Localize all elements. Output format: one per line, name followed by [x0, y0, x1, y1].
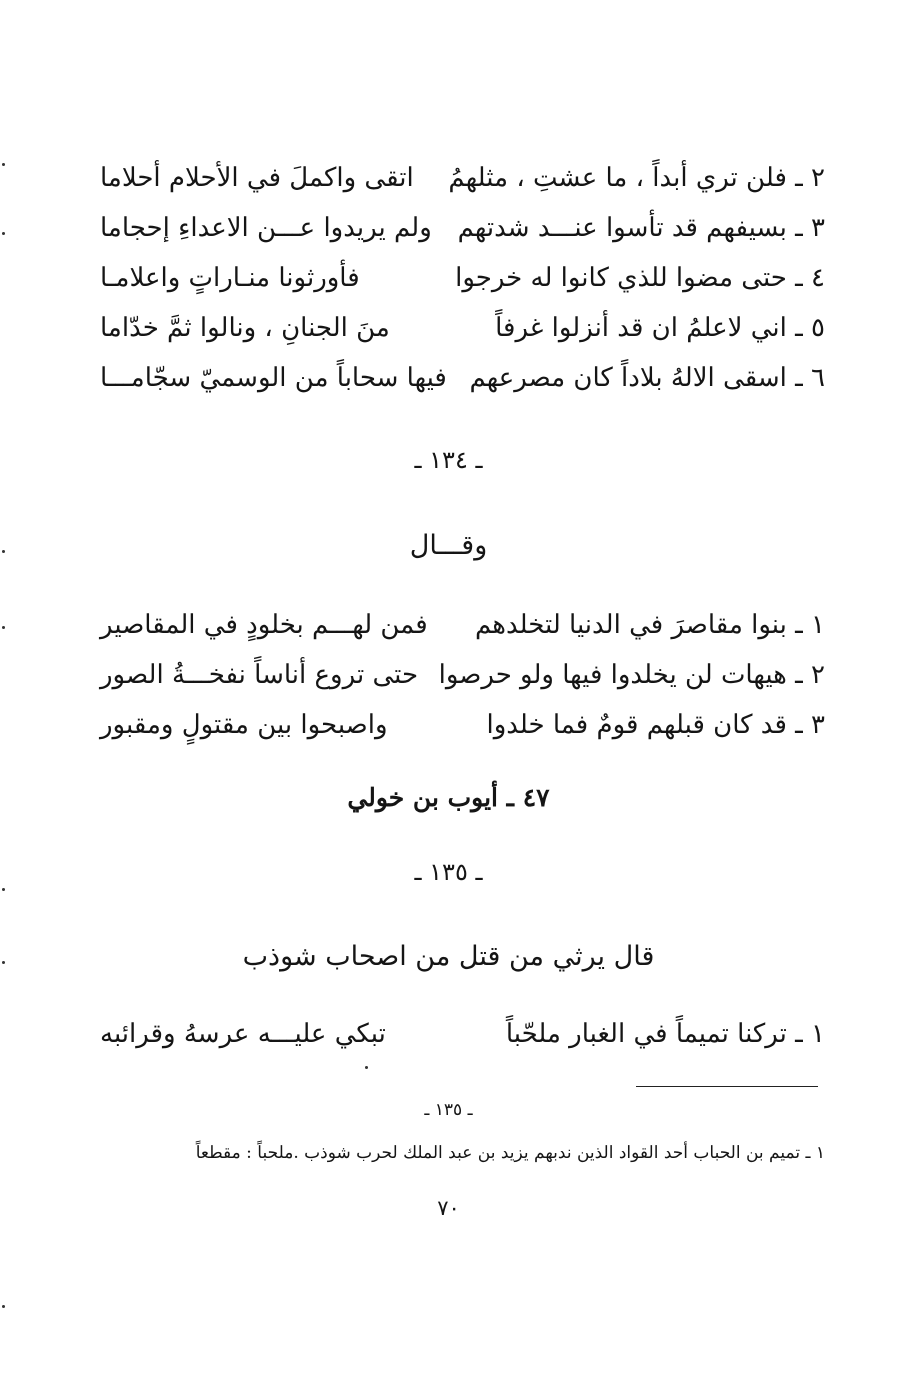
scan-speck [2, 550, 5, 553]
poem-intro: وقـــال [409, 530, 488, 561]
scan-speck [2, 163, 5, 166]
verse-first-hemistich: ١ ـ تركنا تميماً في الغبار ملحّباً [505, 1019, 825, 1049]
verse-line [100, 156, 825, 206]
verse-second-hemistich: تبكي عليـــه عرسهُ وقرائبه [100, 1019, 386, 1049]
verse-line [100, 1012, 825, 1062]
verse-line [100, 206, 825, 256]
poem-number: ـ ١٣٥ ـ [414, 858, 483, 886]
footnote-rule [636, 1086, 818, 1087]
verse-first-hemistich: ٦ ـ اسقى الالهُ بلاداً كان مصرعهم [469, 363, 825, 393]
verse-line [100, 703, 825, 753]
scan-speck [2, 626, 5, 629]
verse-line [100, 256, 825, 306]
verse-second-hemistich: حتى تروع أناساً نفخـــةُ الصور [100, 660, 419, 690]
page-number: ٧٠ [437, 1196, 460, 1220]
verse-line [100, 603, 825, 653]
verse-second-hemistich: اتقى واكملَ في الأحلام أحلاما [100, 163, 414, 193]
verse-second-hemistich: فيها سحاباً من الوسميّ سجّامـــا [100, 363, 447, 393]
poem-number: ـ ١٣٤ ـ [414, 446, 483, 474]
poem-intro: قال يرثي من قتل من اصحاب شوذب [242, 941, 655, 972]
scan-speck [2, 232, 5, 235]
verse-first-hemistich: ٢ ـ هيهات لن يخلدوا فيها ولو حرصوا [438, 660, 825, 690]
verse-second-hemistich: فأورثونا منـاراتٍ واعلامـا [100, 263, 360, 293]
footnote-text: ١ ـ تميم بن الحباب أحد القواد الذين ندبهم يزيد بن عبد الملك لحرب شوذب .ملحباً : مقطعاً [195, 1143, 825, 1163]
verse-second-hemistich: منَ الجنانِ ، ونالوا ثمَّ خدّاما [100, 313, 390, 343]
scan-speck [365, 1066, 368, 1069]
verse-first-hemistich: ٣ ـ قد كان قبلهم قومٌ فما خلدوا [486, 710, 825, 740]
scan-speck [2, 1305, 5, 1308]
verse-line [100, 306, 825, 356]
footnote-number: ـ ١٣٥ ـ [424, 1100, 473, 1120]
poem-135-verses [100, 1012, 825, 1062]
verse-second-hemistich: ولم يريدوا عـــن الاعداءِ إحجاما [100, 213, 432, 243]
verse-first-hemistich: ٥ ـ اني لاعلمُ ان قد أنزلوا غرفاً [495, 313, 825, 343]
verse-first-hemistich: ١ ـ بنوا مقاصرَ في الدنيا لتخلدهم [474, 610, 825, 640]
verse-first-hemistich: ٢ ـ فلن تري أبداً ، ما عشتِ ، مثلهمُ [448, 163, 825, 193]
verse-first-hemistich: ٣ ـ بسيفهم قد تأسوا عنـــد شدتهم [457, 213, 825, 243]
poem-134-verses [100, 603, 825, 753]
verse-line [100, 653, 825, 703]
poem-133-verses [100, 156, 825, 406]
verse-line [100, 356, 825, 406]
scan-speck [2, 888, 5, 891]
section-heading: ٤٧ ـ أيوب بن خولي [347, 783, 550, 812]
verse-first-hemistich: ٤ ـ حتى مضوا للذي كانوا له خرجوا [455, 263, 825, 293]
verse-second-hemistich: واصبحوا بين مقتولٍ ومقبور [100, 710, 388, 740]
scan-speck [2, 961, 5, 964]
verse-second-hemistich: فمن لهـــم بخلودٍ في المقاصير [100, 610, 428, 640]
